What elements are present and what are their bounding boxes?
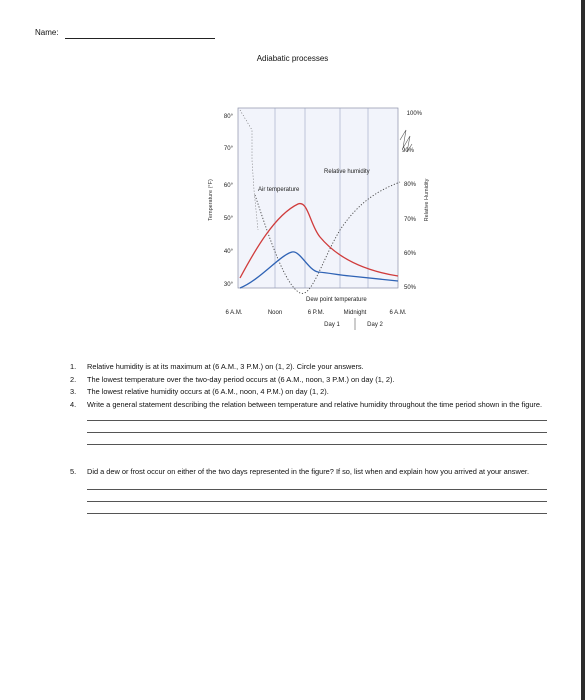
- question-list: [70, 361, 550, 514]
- y-left-tick: 70°: [223, 146, 233, 152]
- y-right-tick: 70%: [403, 217, 416, 223]
- x-tick: Noon: [267, 310, 283, 316]
- page-edge: [581, 0, 585, 700]
- name-input-line[interactable]: [65, 38, 215, 39]
- question-item: [70, 386, 550, 399]
- day-label: Day 2: [367, 322, 383, 328]
- plot-area: [238, 108, 398, 288]
- y-left-tick: 40°: [223, 249, 233, 255]
- y-right-tick: 80%: [403, 182, 416, 188]
- question-number: 4.: [70, 399, 77, 409]
- answer-lines: [70, 489, 550, 514]
- question-text: The lowest temperature over the two-day period occurs at (6 A.M., noon, 3 P.M.) on day (1, 2).: [87, 374, 395, 384]
- x-tick: 6 P.M.: [307, 310, 325, 316]
- question-number: 2.: [70, 374, 77, 384]
- question-number: 1.: [70, 362, 77, 371]
- question-text: Relative humidity is at its maximum at (6 A.M., 3 P.M.) on (1, 2). Circle your answers.: [87, 362, 364, 371]
- question-text: Write a general statement describing the relation between temperature and relative humidity throughout the time period shown in the figure.: [87, 399, 543, 409]
- answer-line[interactable]: [87, 513, 547, 514]
- dew-point-label: Dew point temperature: [306, 297, 367, 303]
- y-right-tick: 90%: [401, 148, 414, 154]
- answer-lines: [70, 420, 550, 466]
- relative-humidity-label: Relative humidity: [324, 169, 370, 175]
- y-left-tick: 50°: [223, 216, 233, 222]
- x-tick: 6 A.M.: [225, 310, 243, 316]
- answer-line[interactable]: [87, 444, 547, 445]
- y-right-tick: 100%: [406, 111, 422, 117]
- day-label: Day 1: [324, 322, 340, 328]
- air-temperature-label: Air temperature: [258, 187, 300, 193]
- question-item: [70, 466, 550, 479]
- y-left-tick: 60°: [223, 183, 233, 189]
- page-title: Adiabatic processes: [256, 54, 329, 63]
- x-tick: 6 A.M.: [389, 310, 407, 316]
- y-left-tick: 80°: [223, 114, 233, 120]
- y-left-label: Temperature (°F): [208, 179, 214, 221]
- question-number: 3.: [70, 387, 77, 396]
- y-right-tick: 60%: [403, 251, 416, 257]
- adiabatic-figure: [200, 100, 440, 350]
- x-tick: Midnight: [343, 310, 367, 316]
- answer-line[interactable]: [87, 432, 547, 433]
- answer-line[interactable]: [87, 489, 547, 490]
- question-item: [70, 374, 550, 387]
- question-item: [70, 399, 550, 412]
- figure-svg: [200, 100, 440, 350]
- answer-line[interactable]: [87, 420, 547, 421]
- question-text: The lowest relative humidity occurs at (6 A.M., noon, 4 P.M.) on day (1, 2).: [87, 387, 329, 396]
- answer-line[interactable]: [87, 501, 547, 502]
- name-label: Name:: [35, 28, 59, 37]
- question-text: Did a dew or frost occur on either of the two days represented in the figure? If so, list when and explain how you arrived at your answer.: [87, 467, 530, 476]
- y-right-tick: 50%: [403, 285, 416, 291]
- y-right-label: Relative Humidity: [424, 178, 430, 222]
- question-number: 5.: [70, 467, 77, 476]
- y-left-tick: 30°: [223, 282, 233, 288]
- question-item: [70, 361, 550, 374]
